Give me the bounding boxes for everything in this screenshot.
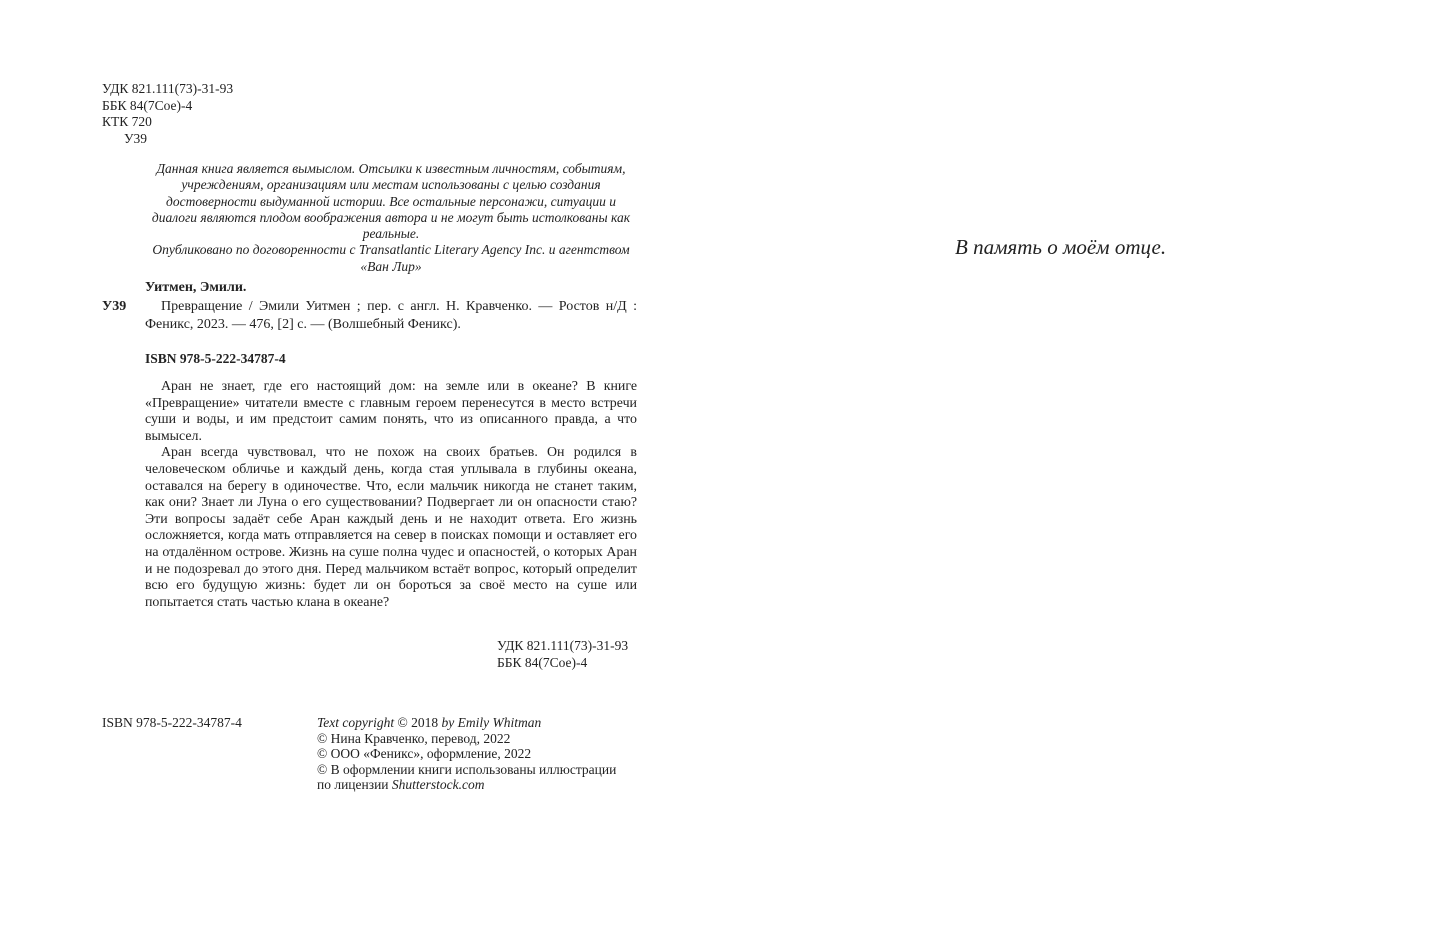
fiction-disclaimer [145,161,637,275]
bbk-code: ББК 84(7Сое)-4 [102,97,193,113]
imprint-page [0,0,722,946]
copyright-line: © ООО «Феникс», оформление, 2022 [317,746,532,762]
dedication-page [722,0,1445,946]
isbn-bottom: ISBN 978-5-222-34787-4 [102,715,242,730]
dedication-text: В память о моём отце. [955,235,1167,259]
copyright-line [317,715,616,731]
license-source: Shutterstock.com [391,777,485,793]
record-isbn: ISBN 978-5-222-34787-4 [145,351,286,366]
annotation-paragraph: Аран не знает, где его настоящий дом: на земле или в океане? В книге «Превращение» читатели вместе с главным героем перенесутся в место встречи суши и воды, и им предстоит самим понять, что из описанного правда, а что вымысел. [145,379,637,444]
classification-codes [102,81,233,147]
copyright-line: © В оформлении книги использованы иллюстрации [317,761,617,777]
udk-code: УДК 821.111(73)-31-93 [102,81,234,96]
copyright-line [317,777,616,793]
bbk-code: ББК 84(7Сое)-4 [497,654,588,670]
copyright-line: © Нина Кравченко, перевод, 2022 [317,730,511,746]
annotation-paragraph: Аран всегда чувствовал, что не похож на своих братьев. Он родился в человеческом обличье и каждый день, когда стая уплывала в глубины океана, оставался на берегу в одиночестве. Что, если мальчик никогда не станет таким, как они? Знает ли Луна о его существовании? Подвергает ли он опасности стаю? Эти вопросы задаёт себе Аран каждый день и не находит ответа. Его жизнь осложняется, когда мать отправляется на север в поисках помощи и оставляет его на отдалённом острове. Жизнь на суше полна чудес и опасностей, о которых Аран и не подозревал до этого дня. Перед мальчиком встаёт вопрос, который определит всю его будущую жизнь: будет ли он бороться за своё место на суше или попытается стать частью клана в океане? [145,445,637,610]
copyright-label: Text copyright [317,715,395,730]
record-cutter: У39 [102,299,127,314]
record-author: Уитмен, Эмили. [145,280,247,295]
ktk-code: КТК 720 [102,114,152,129]
udk-code: УДК 821.111(73)-31-93 [497,638,629,653]
license-prefix: по лицензии [317,777,392,793]
copyright-block [317,715,616,793]
copyright-author: by Emily Whitman [441,715,542,730]
bibliographic-description: Превращение / Эмили Уитмен ; пер. с англ. Н. Кравченко. — Ростов н/Д : Феникс, 2023. — 476, [2] с. — (Волшебный Феникс). [145,299,637,332]
classification-codes-bottom [497,638,628,671]
disclaimer-text: Данная книга является вымыслом. Отсылки к известным личностям, событиям, учреждениям, организациям или местам использованы с целью создания достоверности выдуманной истории. Все остальные персонажи, ситуации и диалоги являются плодом воображения автора и не могут быть истолкованы как реальные. [151,161,631,242]
copyright-year: © 2018 [394,715,442,730]
cutter-code: У39 [124,130,148,146]
book-annotation [145,379,637,611]
publication-agreement: Опубликовано по договоренности с Transatlantic Literary Agency Inc. и агентством «Ван Лир» [152,242,630,274]
